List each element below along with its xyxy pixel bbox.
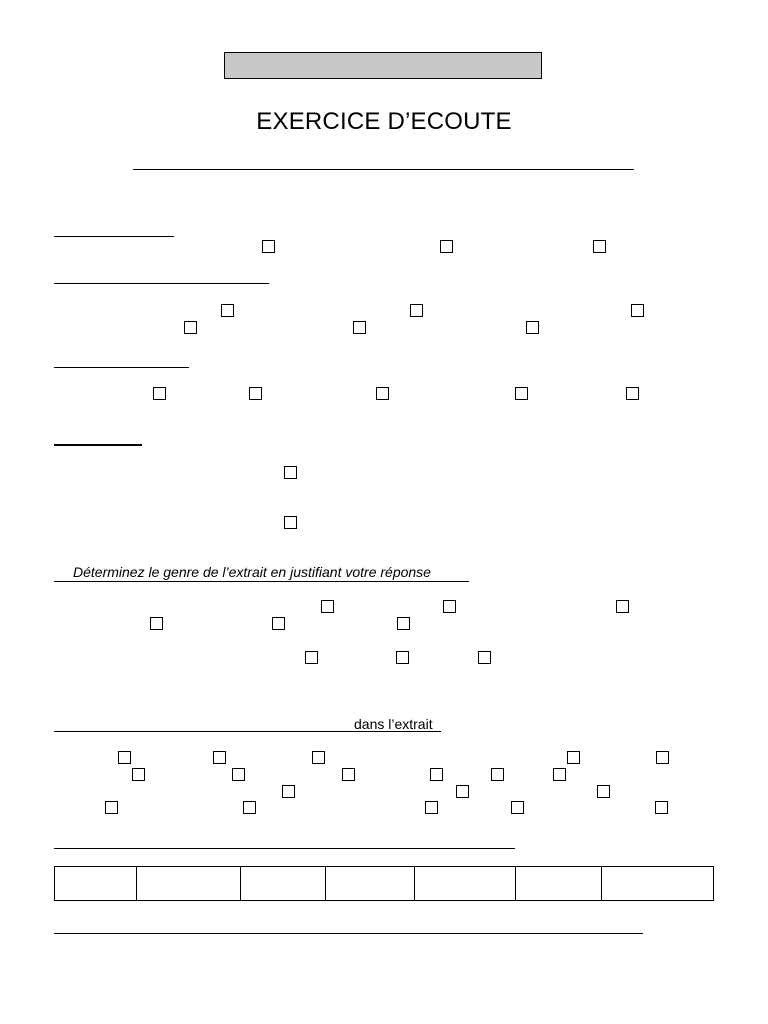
- checkbox-s1-3[interactable]: [593, 240, 606, 253]
- section-4-heading-line: [54, 444, 142, 446]
- checkbox-s3-4[interactable]: [515, 387, 528, 400]
- question-genre-underline: [54, 581, 469, 582]
- header-gray-box: [224, 52, 542, 79]
- checkbox-s6-1[interactable]: [118, 751, 131, 764]
- checkbox-s5-3[interactable]: [616, 600, 629, 613]
- checkbox-s5-6[interactable]: [397, 617, 410, 630]
- checkbox-s5-2[interactable]: [443, 600, 456, 613]
- table-cell[interactable]: [516, 867, 602, 901]
- table-cell[interactable]: [137, 867, 241, 901]
- table-cell[interactable]: [326, 867, 415, 901]
- checkbox-s1-1[interactable]: [262, 240, 275, 253]
- checkbox-s6-16[interactable]: [243, 801, 256, 814]
- section-7-heading-line: [54, 848, 515, 849]
- checkbox-s6-9[interactable]: [430, 768, 443, 781]
- answer-table: [54, 866, 714, 901]
- checkbox-s2-5[interactable]: [353, 321, 366, 334]
- question-genre: Déterminez le genre de l’extrait en justifiant votre réponse: [73, 564, 431, 580]
- table-cell[interactable]: [241, 867, 326, 901]
- checkbox-s5-5[interactable]: [272, 617, 285, 630]
- checkbox-s6-8[interactable]: [342, 768, 355, 781]
- section-3-heading-line: [54, 367, 189, 368]
- checkbox-s6-17[interactable]: [425, 801, 438, 814]
- checkbox-s5-9[interactable]: [478, 651, 491, 664]
- checkbox-s3-5[interactable]: [626, 387, 639, 400]
- checkbox-s2-1[interactable]: [221, 304, 234, 317]
- dans-extrait-label: dans l’extrait: [354, 716, 433, 732]
- checkbox-s6-14[interactable]: [597, 785, 610, 798]
- checkbox-s2-3[interactable]: [631, 304, 644, 317]
- checkbox-s6-19[interactable]: [655, 801, 668, 814]
- checkbox-s4-1[interactable]: [284, 466, 297, 479]
- checkbox-s6-7[interactable]: [232, 768, 245, 781]
- checkbox-s6-6[interactable]: [132, 768, 145, 781]
- checkbox-s5-1[interactable]: [321, 600, 334, 613]
- section-8-heading-line: [54, 933, 643, 934]
- checkbox-s2-4[interactable]: [184, 321, 197, 334]
- checkbox-s6-5[interactable]: [656, 751, 669, 764]
- checkbox-s4-2[interactable]: [284, 516, 297, 529]
- page-title: EXERCICE D’ECOUTE: [256, 108, 512, 135]
- checkbox-s5-7[interactable]: [305, 651, 318, 664]
- checkbox-s3-1[interactable]: [153, 387, 166, 400]
- checkbox-s6-18[interactable]: [511, 801, 524, 814]
- checkbox-s2-6[interactable]: [526, 321, 539, 334]
- checkbox-s6-10[interactable]: [491, 768, 504, 781]
- checkbox-s5-4[interactable]: [150, 617, 163, 630]
- checkbox-s6-15[interactable]: [105, 801, 118, 814]
- checkbox-s6-13[interactable]: [456, 785, 469, 798]
- checkbox-s6-12[interactable]: [282, 785, 295, 798]
- section-1-heading-line: [54, 236, 174, 237]
- section-6-heading-line: [54, 731, 441, 732]
- checkbox-s1-2[interactable]: [440, 240, 453, 253]
- checkbox-s5-8[interactable]: [396, 651, 409, 664]
- table-row: [55, 867, 714, 901]
- title-underline: [133, 169, 634, 170]
- checkbox-s3-3[interactable]: [376, 387, 389, 400]
- checkbox-s2-2[interactable]: [410, 304, 423, 317]
- checkbox-s6-4[interactable]: [567, 751, 580, 764]
- checkbox-s6-2[interactable]: [213, 751, 226, 764]
- checkbox-s6-11[interactable]: [553, 768, 566, 781]
- table-cell[interactable]: [55, 867, 137, 901]
- checkbox-s3-2[interactable]: [249, 387, 262, 400]
- table-cell[interactable]: [415, 867, 516, 901]
- checkbox-s6-3[interactable]: [312, 751, 325, 764]
- table-cell[interactable]: [602, 867, 714, 901]
- section-2-heading-line: [54, 283, 269, 284]
